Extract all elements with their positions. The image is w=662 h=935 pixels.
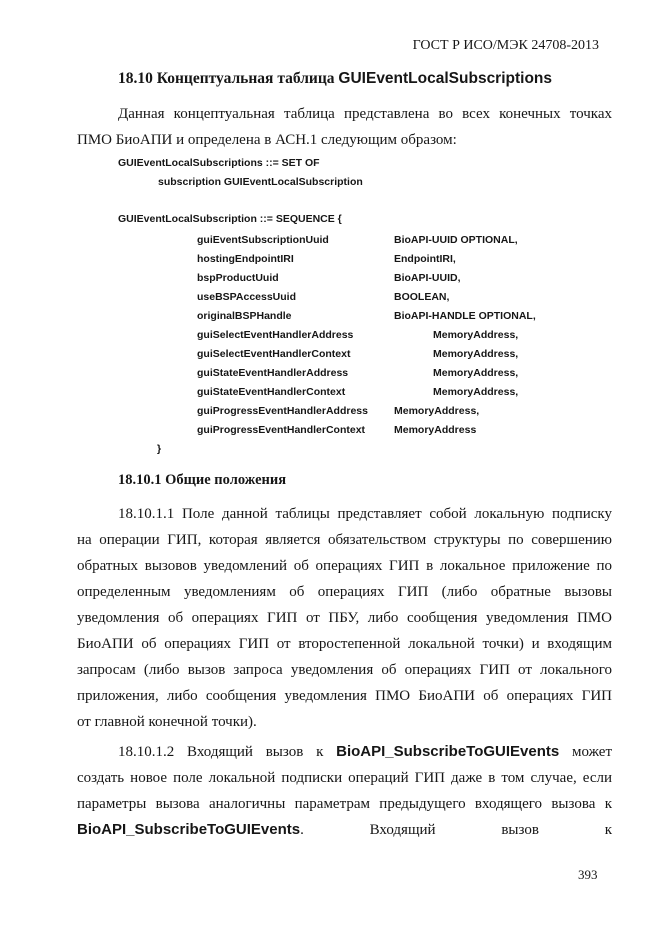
- function-name: BioAPI_SubscribeToGUIEvents: [77, 821, 301, 838]
- field-type: BOOLEAN,: [394, 291, 450, 303]
- field-name: guiProgressEventHandlerAddress: [197, 405, 368, 417]
- paragraph-line: БиоАПИ об операциях ГИП от второстепенной локальной точки) и входящим: [77, 636, 612, 652]
- field-name: useBSPAccessUuid: [197, 291, 297, 303]
- field-type: MemoryAddress: [394, 424, 477, 436]
- field-name: guiProgressEventHandlerContext: [197, 424, 366, 436]
- subsection-title: 18.10.1 Общие положения: [118, 472, 287, 488]
- intro-paragraph: [77, 101, 612, 153]
- code-line: GUIEventLocalSubscription ::= SEQUENCE {: [118, 213, 342, 225]
- paragraph-segment: [77, 817, 304, 843]
- field-name: hostingEndpointIRI: [197, 253, 294, 265]
- paragraph-line: обратных вызовов уведомлений об операциях ГИП в локальное приложение по: [77, 558, 612, 574]
- code-close-brace: }: [157, 443, 162, 455]
- paragraph-word: к: [604, 822, 612, 838]
- function-name: BioAPI_SubscribeToGUIEvents: [336, 743, 560, 760]
- paragraph-line: от главной конечной точки).: [77, 714, 257, 730]
- paragraph-line: параметры вызова аналогичны параметрам предыдущего входящего вызова к: [77, 796, 612, 812]
- section-title-table-name: GUIEventLocalSubscriptions: [338, 70, 553, 87]
- field-name: originalBSPHandle: [197, 310, 292, 322]
- paragraph-text: .: [300, 822, 304, 838]
- paragraph-text: 18.10.1.2 Входящий вызов к: [118, 744, 337, 760]
- paragraph-line: запросам (либо вызов запроса уведомления об операциях ГИП от локального: [77, 662, 612, 678]
- page-number: 393: [578, 867, 598, 882]
- field-name: guiSelectEventHandlerAddress: [197, 329, 354, 341]
- field-type: MemoryAddress,: [433, 348, 519, 360]
- field-type: BioAPI-UUID,: [394, 272, 461, 284]
- field-name: guiEventSubscriptionUuid: [197, 234, 329, 246]
- field-type: EndpointIRI,: [394, 253, 456, 265]
- paragraph-line: на операции ГИП, которая является обязательством структуры по совершению: [77, 532, 612, 548]
- paragraph-text: может: [559, 744, 612, 760]
- intro-line: Данная концептуальная таблица представлена во всех конечных точках: [118, 106, 612, 122]
- field-type: BioAPI-UUID OPTIONAL,: [394, 234, 518, 246]
- paragraph-18-10-1-1: [77, 501, 612, 735]
- paragraph-line: [77, 739, 612, 765]
- paragraph-line: 18.10.1.1 Поле данной таблицы представляет собой локальную подписку: [118, 506, 612, 522]
- paragraph-18-10-1-2: [77, 739, 612, 843]
- paragraph-line: приложения, либо сообщения уведомления ПМО БиоАПИ об операциях ГИП: [77, 688, 612, 704]
- field-type: MemoryAddress,: [433, 329, 519, 341]
- field-type: MemoryAddress,: [433, 386, 519, 398]
- field-type: BioAPI-HANDLE OPTIONAL,: [394, 310, 536, 322]
- field-type: MemoryAddress,: [433, 367, 519, 379]
- field-name: guiSelectEventHandlerContext: [197, 348, 351, 360]
- paragraph-line: уведомления об операциях ГИП от ПБУ, либо сообщения уведомления ПМО: [77, 610, 612, 626]
- field-name: guiStateEventHandlerContext: [197, 386, 346, 398]
- page-header: ГОСТ Р ИСО/МЭК 24708-2013: [412, 38, 599, 53]
- paragraph-word: Входящий: [369, 822, 436, 838]
- intro-line: ПМО БиоАПИ и определена в АСН.1 следующим образом:: [77, 132, 457, 148]
- field-type: MemoryAddress,: [394, 405, 480, 417]
- paragraph-line: [77, 817, 612, 843]
- paragraph-line: определенным уведомлениям об операциях ГИП (либо обратные вызовы: [77, 584, 612, 600]
- paragraph-word: вызов: [501, 822, 539, 838]
- field-name: bspProductUuid: [197, 272, 279, 284]
- field-name: guiStateEventHandlerAddress: [197, 367, 349, 379]
- code-line: GUIEventLocalSubscriptions ::= SET OF: [118, 157, 320, 169]
- code-line: subscription GUIEventLocalSubscription: [158, 176, 363, 188]
- paragraph-line: создать новое поле локальной подписки операций ГИП даже в том случае, если: [77, 770, 612, 786]
- section-title: [118, 70, 552, 88]
- section-title-prefix: 18.10 Концептуальная таблица: [118, 70, 339, 87]
